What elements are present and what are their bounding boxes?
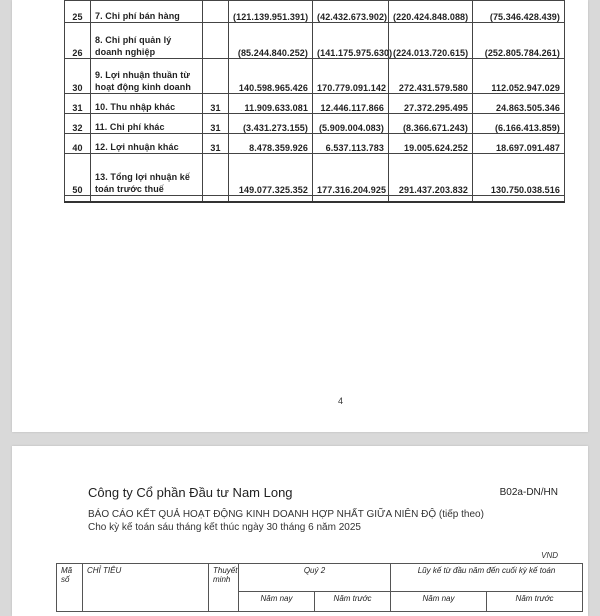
- ytd-prev-year-value: 24.863.505.346: [473, 94, 565, 114]
- header-ytd-this-year: Năm nay: [391, 592, 487, 612]
- ytd-this-year-value: (224.013.720.615): [389, 23, 473, 59]
- q2-prev-year-value: 170.779.091.142: [313, 59, 389, 94]
- ytd-prev-year-value: (6.166.413.859): [473, 114, 565, 134]
- header-item: CHỈ TIÊU: [83, 564, 209, 612]
- q2-this-year-value: (121.139.951.391): [229, 1, 313, 23]
- form-code: B02a-DN/HN: [499, 487, 558, 498]
- q2-this-year-value: (3.431.273.155): [229, 114, 313, 134]
- spacer-cell: [389, 196, 473, 202]
- q2-prev-year-value: 12.446.117.866: [313, 94, 389, 114]
- table-row: [65, 94, 565, 114]
- row-code: 30: [65, 59, 91, 94]
- page-number: 4: [338, 396, 344, 406]
- ytd-this-year-value: (8.366.671.243): [389, 114, 473, 134]
- ytd-prev-year-value: (252.805.784.261): [473, 23, 565, 59]
- q2-this-year-value: 11.909.633.081: [229, 94, 313, 114]
- row-note: [203, 1, 229, 23]
- currency-unit: VND: [541, 551, 558, 560]
- next-page: [12, 446, 588, 616]
- row-code: 50: [65, 154, 91, 196]
- ytd-this-year-value: 27.372.295.495: [389, 94, 473, 114]
- q2-this-year-value: 149.077.325.352: [229, 154, 313, 196]
- spacer-cell: [203, 196, 229, 202]
- ytd-prev-year-value: 18.697.091.487: [473, 134, 565, 154]
- ytd-this-year-value: 272.431.579.580: [389, 59, 473, 94]
- table-spacer-row: [65, 196, 565, 202]
- ytd-this-year-value: (220.424.848.088): [389, 1, 473, 23]
- row-code: 31: [65, 94, 91, 114]
- report-period: Cho kỳ kế toán sáu tháng kết thúc ngày 30 tháng 6 năm 2025: [88, 522, 361, 533]
- row-note: [203, 154, 229, 196]
- spacer-cell: [473, 196, 565, 202]
- header-ytd: Lũy kế từ đầu năm đến cuối kỳ kế toán: [391, 564, 583, 592]
- table-header: [56, 563, 583, 612]
- table-row: [65, 114, 565, 134]
- row-label: 11. Chi phí khác: [91, 114, 203, 134]
- row-code: 26: [65, 23, 91, 59]
- row-note: 31: [203, 94, 229, 114]
- row-label: 7. Chi phí bán hàng: [91, 1, 203, 23]
- company-name: Công ty Cổ phần Đầu tư Nam Long: [88, 485, 293, 500]
- ytd-this-year-value: 19.005.624.252: [389, 134, 473, 154]
- row-note: [203, 23, 229, 59]
- row-code: 25: [65, 1, 91, 23]
- header-note: Thuyết minh: [209, 564, 239, 612]
- income-statement-table: [64, 0, 565, 203]
- table-row: [65, 154, 565, 196]
- ytd-prev-year-value: (75.346.428.439): [473, 1, 565, 23]
- row-label: 12. Lợi nhuận khác: [91, 134, 203, 154]
- table-row: [65, 134, 565, 154]
- header-q2-prev-year: Năm trước: [315, 592, 391, 612]
- ytd-this-year-value: 291.437.203.832: [389, 154, 473, 196]
- spacer-cell: [229, 196, 313, 202]
- ytd-prev-year-value: 112.052.947.029: [473, 59, 565, 94]
- table-row: [65, 23, 565, 59]
- header-ytd-prev-year: Năm trước: [487, 592, 583, 612]
- header-code: Mã số: [57, 564, 83, 612]
- q2-prev-year-value: 177.316.204.925: [313, 154, 389, 196]
- table-row: [65, 59, 565, 94]
- spacer-cell: [65, 196, 91, 202]
- q2-this-year-value: 8.478.359.926: [229, 134, 313, 154]
- previous-page: [12, 0, 588, 432]
- header-q2-this-year: Năm nay: [239, 592, 315, 612]
- row-label: 9. Lợi nhuận thuần từ hoạt động kinh doanh: [91, 59, 203, 94]
- row-code: 40: [65, 134, 91, 154]
- header-q2: Quý 2: [239, 564, 391, 592]
- row-code: 32: [65, 114, 91, 134]
- spacer-cell: [313, 196, 389, 202]
- row-note: 31: [203, 134, 229, 154]
- q2-this-year-value: (85.244.840.252): [229, 23, 313, 59]
- q2-prev-year-value: (42.432.673.902): [313, 1, 389, 23]
- ytd-prev-year-value: 130.750.038.516: [473, 154, 565, 196]
- row-label: 10. Thu nhập khác: [91, 94, 203, 114]
- spacer-cell: [91, 196, 203, 202]
- report-title: BÁO CÁO KẾT QUẢ HOẠT ĐỘNG KINH DOANH HỢP NHẤT GIỮA NIÊN ĐỘ (tiếp theo): [88, 509, 484, 520]
- q2-prev-year-value: (5.909.004.083): [313, 114, 389, 134]
- row-note: 31: [203, 114, 229, 134]
- row-note: [203, 59, 229, 94]
- row-label: 13. Tổng lợi nhuận kế toán trước thuế: [91, 154, 203, 196]
- q2-prev-year-value: 6.537.113.783: [313, 134, 389, 154]
- table-row: [65, 1, 565, 23]
- q2-this-year-value: 140.598.965.426: [229, 59, 313, 94]
- q2-prev-year-value: (141.175.975.630): [313, 23, 389, 59]
- row-label: 8. Chi phí quản lý doanh nghiệp: [91, 23, 203, 59]
